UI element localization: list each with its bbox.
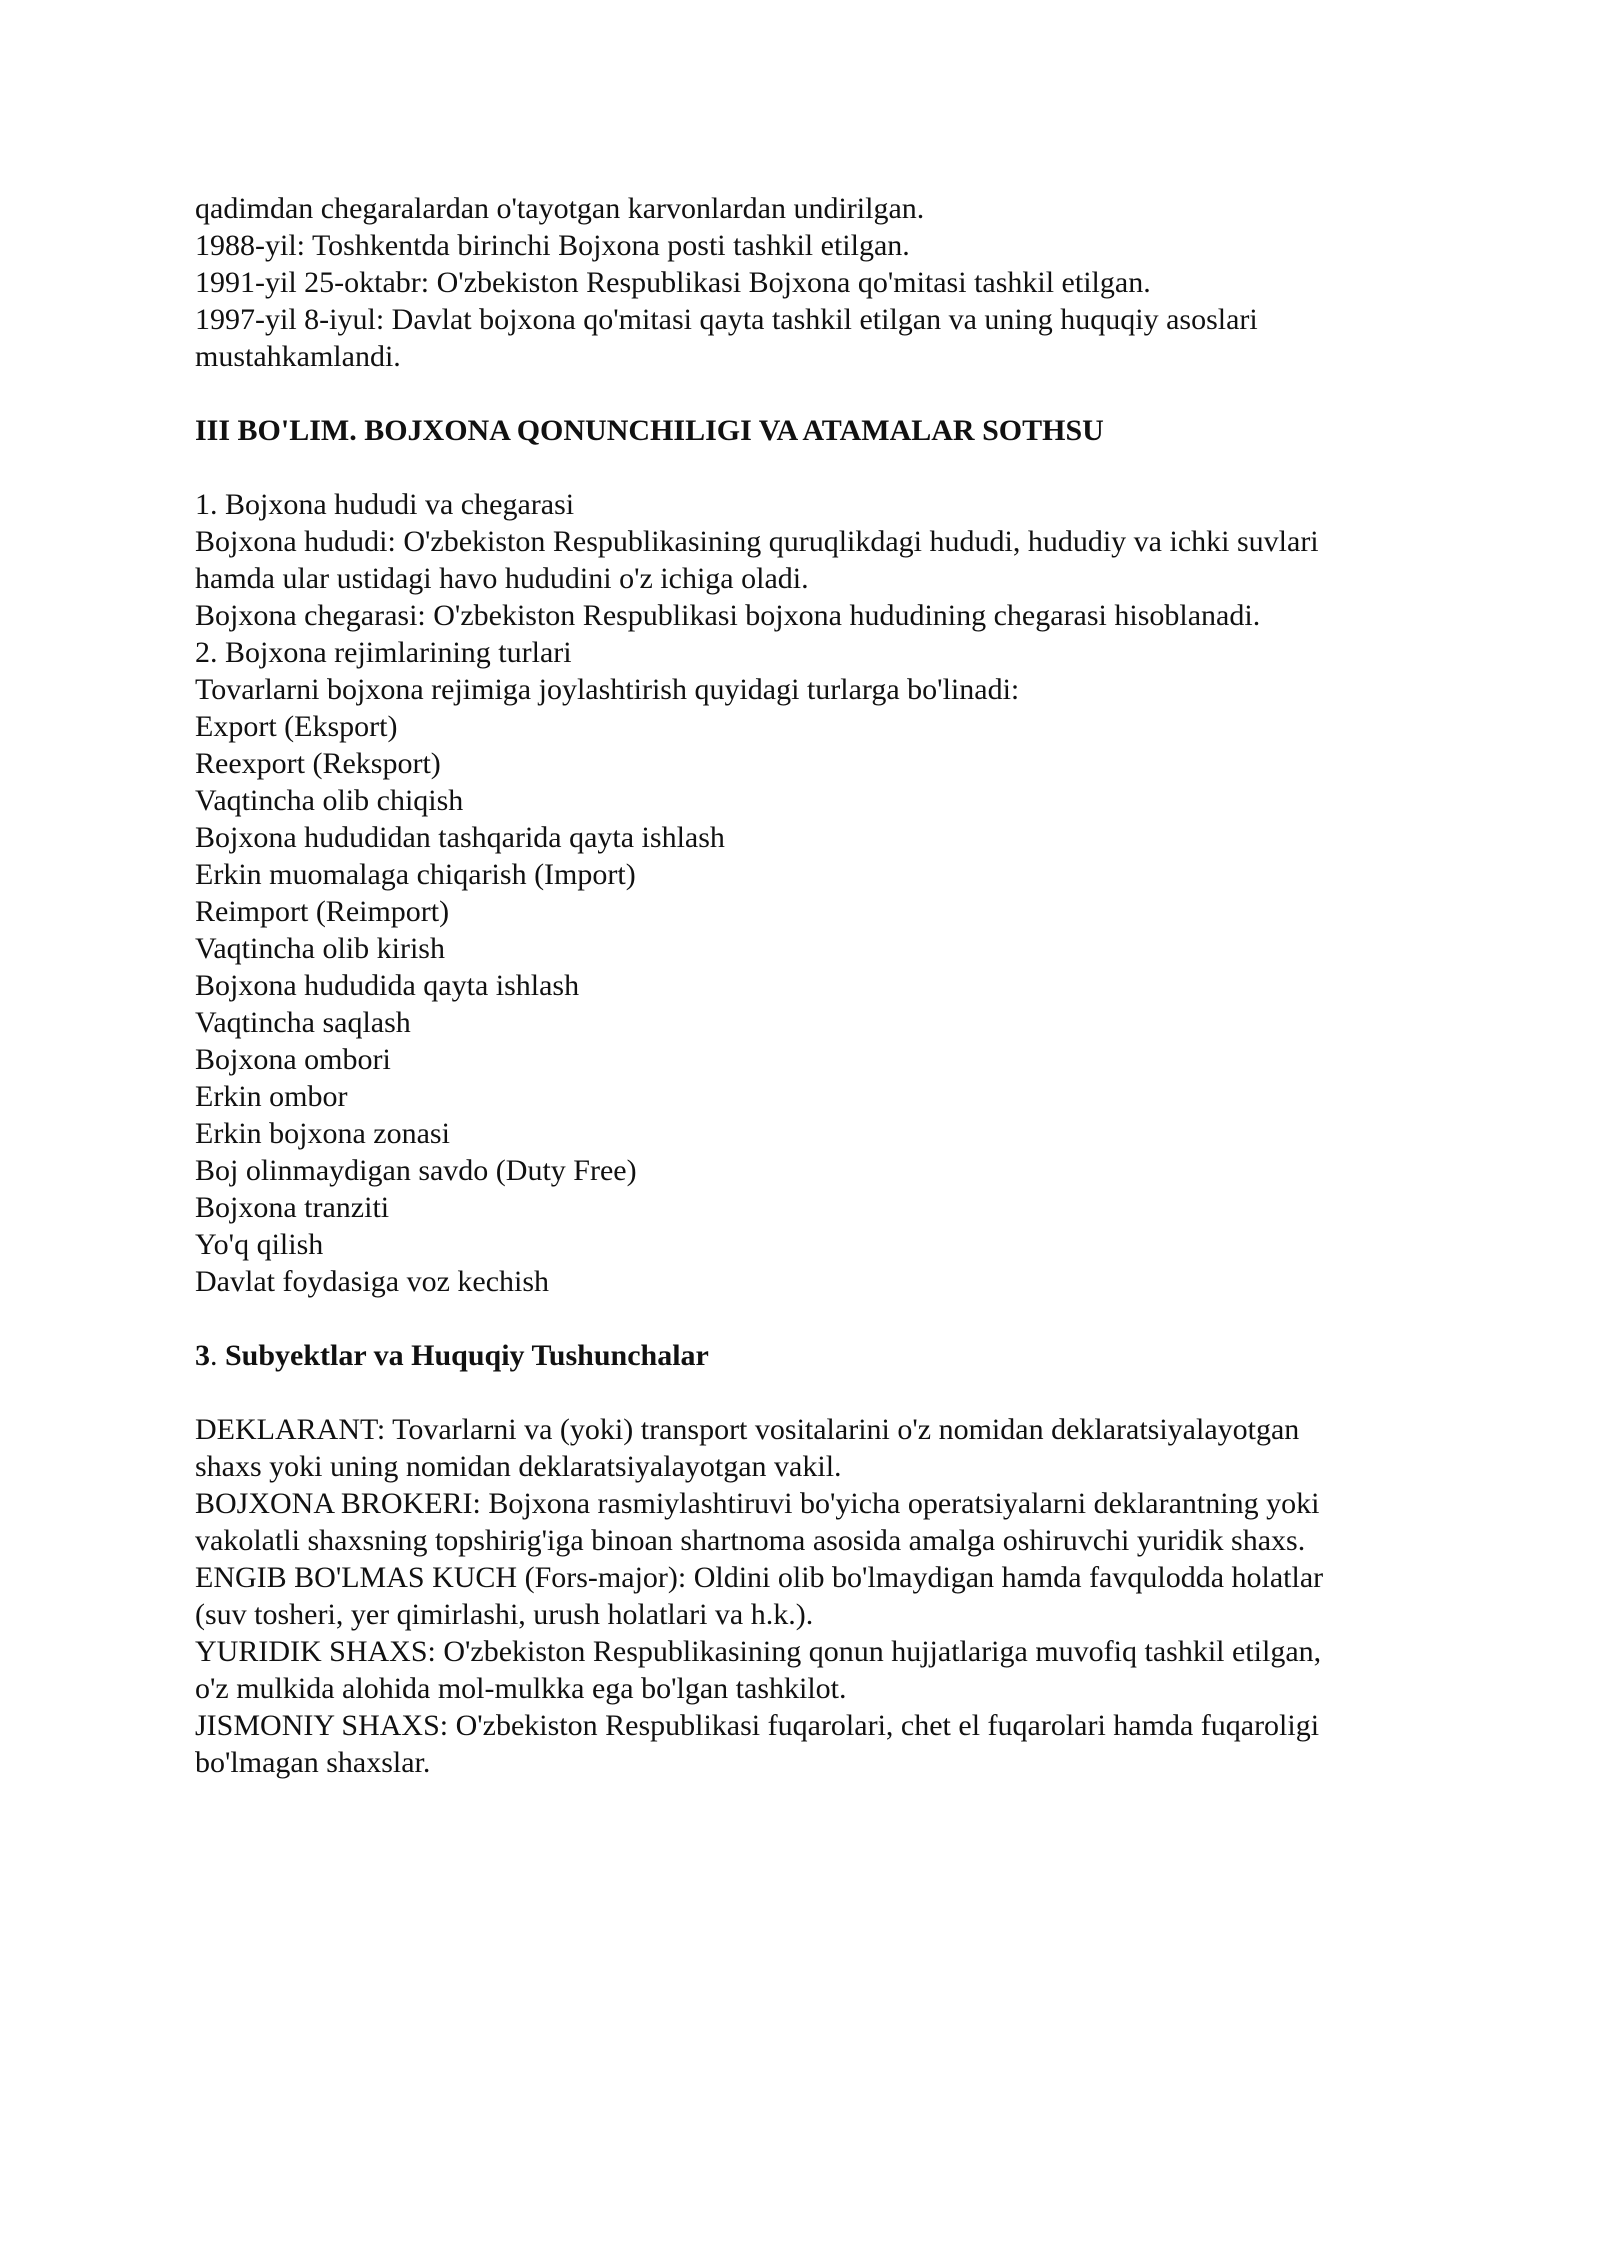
list-item: Reimport (Reimport)	[195, 895, 450, 928]
text-line: DEKLARANT: Tovarlarni va (yoki) transport vositalarini o'z nomidan deklaratsiyalayotgan	[195, 1413, 1300, 1446]
list-item: Vaqtincha olib chiqish	[195, 784, 464, 817]
subsection-title: Subyektlar va Huquqiy Tushunchalar	[225, 1339, 709, 1372]
text-line: qadimdan chegaralardan o'tayotgan karvonlardan undirilgan.	[195, 192, 925, 225]
text-line: 1997-yil 8-iyul: Davlat bojxona qo'mitasi qayta tashkil etilgan va uning huquqiy asoslari	[195, 303, 1258, 336]
list-item: Export (Eksport)	[195, 710, 398, 743]
list-item: Boj olinmaydigan savdo (Duty Free)	[195, 1154, 637, 1187]
text-line: Bojxona chegarasi: O'zbekiston Respublikasi bojxona hududining chegarasi hisoblanadi.	[195, 599, 1261, 632]
paragraph-gap	[195, 1374, 1455, 1411]
list-item: Bojxona hududidan tashqarida qayta ishlash	[195, 821, 725, 854]
paragraph-gap	[195, 1300, 1455, 1337]
section-body	[195, 486, 1455, 1300]
document-page	[195, 190, 1455, 1781]
definitions-block	[195, 1411, 1455, 1781]
text-line: 1991-yil 25-oktabr: O'zbekiston Respublikasi Bojxona qo'mitasi tashkil etilgan.	[195, 266, 1151, 299]
list-item: Reexport (Reksport)	[195, 747, 441, 780]
text-line: vakolatli shaxsning topshirig'iga binoan shartnoma asosida amalga oshiruvchi yuridik shaxs.	[195, 1524, 1306, 1557]
text-line: bo'lmagan shaxslar.	[195, 1746, 431, 1779]
text-line: 1. Bojxona hududi va chegarasi	[195, 488, 575, 521]
text-line: YURIDIK SHAXS: O'zbekiston Respublikasining qonun hujjatlariga muvofiq tashkil etilgan,	[195, 1635, 1322, 1668]
intro-block	[195, 190, 1455, 375]
list-item: Erkin bojxona zonasi	[195, 1117, 450, 1150]
text-line: shaxs yoki uning nomidan deklaratsiyalayotgan vakil.	[195, 1450, 842, 1483]
list-item: Yo'q qilish	[195, 1228, 324, 1261]
list-item: Vaqtincha olib kirish	[195, 932, 445, 965]
text-line: JISMONIY SHAXS: O'zbekiston Respublikasi fuqarolari, chet el fuqarolari hamda fuqaroligi	[195, 1709, 1320, 1742]
subsection-number: 3	[195, 1339, 210, 1372]
text-line: ENGIB BO'LMAS KUCH (Fors-major): Oldini olib bo'lmaydigan hamda favqulodda holatlar	[195, 1561, 1324, 1594]
list-item: Bojxona hududida qayta ishlash	[195, 969, 580, 1002]
text-line: 2. Bojxona rejimlarining turlari	[195, 636, 572, 669]
list-item: Bojxona tranziti	[195, 1191, 390, 1224]
section-heading: III BO'LIM. BOJXONA QONUNCHILIGI VA ATAMALAR SOTHSU	[195, 414, 1104, 447]
list-item: Vaqtincha saqlash	[195, 1006, 411, 1039]
subsection-separator: .	[210, 1339, 225, 1372]
subsection-heading	[195, 1337, 1455, 1374]
text-line: o'z mulkida alohida mol-mulkka ega bo'lgan tashkilot.	[195, 1672, 847, 1705]
text-line: Tovarlarni bojxona rejimiga joylashtirish quyidagi turlarga bo'linadi:	[195, 673, 1020, 706]
list-item: Erkin muomalaga chiqarish (Import)	[195, 858, 636, 891]
text-line: BOJXONA BROKERI: Bojxona rasmiylashtiruvi bo'yicha operatsiyalarni deklarantning yoki	[195, 1487, 1320, 1520]
list-item: Davlat foydasiga voz kechish	[195, 1265, 550, 1298]
text-line: 1988-yil: Toshkentda birinchi Bojxona posti tashkil etilgan.	[195, 229, 910, 262]
text-line: mustahkamlandi.	[195, 340, 401, 373]
text-line: Bojxona hududi: O'zbekiston Respublikasining quruqlikdagi hududi, hududiy va ichki suvlari	[195, 525, 1319, 558]
paragraph-gap	[195, 449, 1455, 486]
text-line: hamda ular ustidagi havo hududini o'z ichiga oladi.	[195, 562, 809, 595]
list-item: Erkin ombor	[195, 1080, 348, 1113]
text-line: (suv tosheri, yer qimirlashi, urush holatlari va h.k.).	[195, 1598, 814, 1631]
paragraph-gap	[195, 375, 1455, 412]
list-item: Bojxona ombori	[195, 1043, 391, 1076]
